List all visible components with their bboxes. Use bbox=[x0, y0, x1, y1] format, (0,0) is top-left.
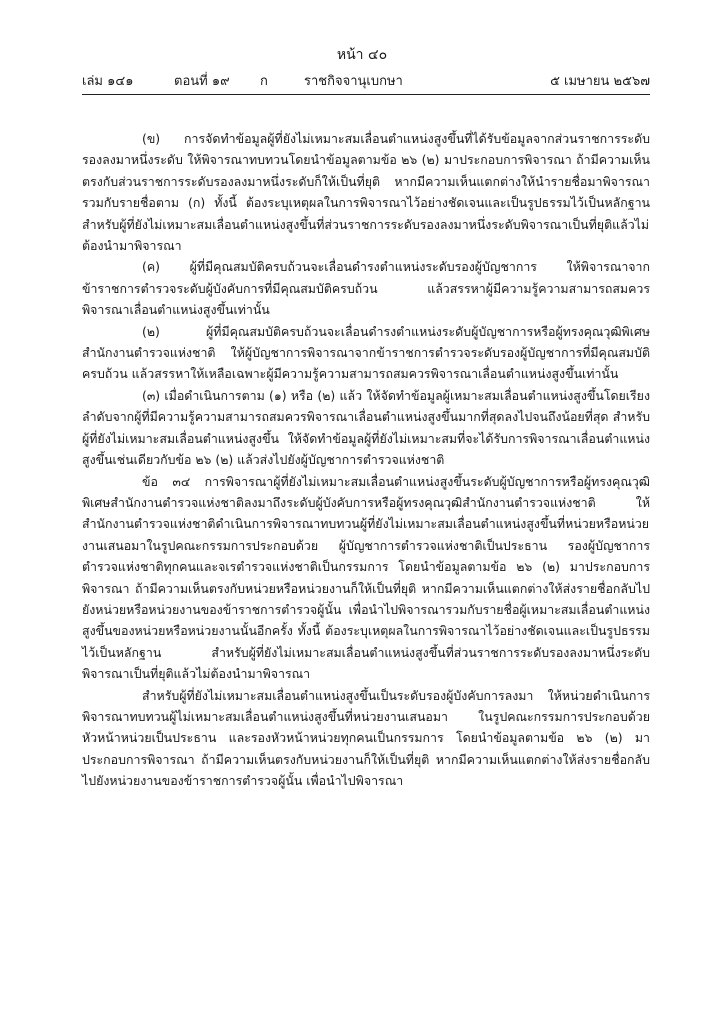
gazette-header bbox=[82, 70, 650, 90]
paragraph-deputy-level: สำหรับผู้ที่ยังไม่เหมาะสมเลื่อนตำแหน่งสูงขึ้นเป็นระดับรองผู้บังคับการลงมา ให้หน่วยดำเนินการพิจารณาทบทวนผู้ไม่เหมาะสมเลื่อนตำแหน่งสูงขึ้นที่หน่วยงานเสนอมา ในรูปคณะกรรมการประกอบด้วย หัวหน้าหน่วยเป็นประธาน และรองหัวหน้าหน่วยทุกคนเป็นกรรมการ โดยนำข้อมูลตามข้อ ๒๖ (๒) มาประกอบการพิจารณา ถ้ามีความเห็นตรงกับหน่วยงานก็ให้เป็นที่ยุติ หากมีความเห็นแตกต่างให้ส่งรายชื่อกลับไปยังหน่วยงานของข้าราชการตำรวจผู้นั้น เพื่อนำไปพิจารณา bbox=[82, 687, 650, 789]
volume-label: เล่ม ๑๔๑ bbox=[82, 74, 134, 89]
issue-label: ตอนที่ ๑๙ bbox=[174, 74, 230, 89]
page-number: หน้า ๔๐ bbox=[336, 47, 388, 63]
publication-date: ๕ เมษายน ๒๕๖๗ bbox=[550, 74, 650, 89]
paragraph-article-34: ข้อ ๓๔ การพิจารณาผู้ที่ยังไม่เหมาะสมเลื่อนตำแหน่งสูงขึ้นระดับผู้บัญชาการหรือผู้ทรงคุณวุฒิพิเศษสำนักงานตำรวจแห่งชาติลงมาถึงระดับผู้บังคับการหรือผู้ทรงคุณวุฒิสำนักงานตำรวจแห่งชาติ ให้สำนักงานตำรวจแห่งชาติดำเนินการพิจารณาทบทวนผู้ที่ยังไม่เหมาะสมเลื่อนตำแหน่งสูงขึ้นที่หน่วยหรือหน่วยงานเสนอมาในรูปคณะกรรมการประกอบด้วย ผู้บัญชาการตำรวจแห่งชาติเป็นประธาน รองผู้บัญชาการตำรวจแห่งชาติทุกคนและจเรตำรวจแห่งชาติเป็นกรรมการ โดยนำข้อมูลตามข้อ ๒๖ (๒) มาประกอบการพิจารณา ถ้ามีความเห็นตรงกับหน่วยหรือหน่วยงานก็ให้เป็นที่ยุติ หากมีความเห็นแตกต่างให้ส่งรายชื่อกลับไปยังหน่วยหรือหน่วยงานของข้าราชการตำรวจผู้นั้น เพื่อนำไปพิจารณารวมกับรายชื่อผู้เหมาะสมเลื่อนตำแหน่งสูงขึ้นของหน่วยหรือหน่วยงานนั้นอีกครั้ง ทั้งนี้ ต้องระบุเหตุผลในการพิจารณาไว้อย่างชัดเจนและเป็นรูปธรรมไว้เป็นหลักฐาน สำหรับผู้ที่ยังไม่เหมาะสมเลื่อนตำแหน่งสูงขึ้นที่ส่วนราชการระดับรองลงมาหนึ่งระดับพิจารณาเป็นที่ยุติแล้วไม่ต้องนำมาพิจารณา bbox=[82, 473, 650, 682]
paragraph-kha: (ค) ผู้ที่มีคุณสมบัติครบถ้วนจะเลื่อนดำรงตำแหน่งระดับรองผู้บัญชาการ ให้พิจารณาจากข้าราชการตำรวจระดับผู้บังคับการที่มีคุณสมบัติครบถ้วน แล้วสรรหาผู้มีความรู้ความสามารถสมควรพิจารณาเลื่อนตำแหน่งสูงขึ้นเท่านั้น bbox=[82, 259, 650, 318]
document-body bbox=[82, 128, 650, 792]
header-divider bbox=[82, 94, 650, 95]
paragraph-kho: (ข) การจัดทำข้อมูลผู้ที่ยังไม่เหมาะสมเลื่อนตำแหน่งสูงขึ้นที่ได้รับข้อมูลจากส่วนราชการระดับรองลงมาหนึ่งระดับ ให้พิจารณาทบทวนโดยนำข้อมูลตามข้อ ๒๖ (๒) มาประกอบการพิจารณา ถ้ามีความเห็นตรงกับส่วนราชการระดับรองลงมาหนึ่งระดับก็ให้เป็นที่ยุติ หากมีความเห็นแตกต่างให้นำรายชื่อมาพิจารณารวมกับรายชื่อตาม (ก) ทั้งนี้ ต้องระบุเหตุผลในการพิจารณาไว้อย่างชัดเจนและเป็นรูปธรรมไว้เป็นหลักฐาน สำหรับผู้ที่ยังไม่เหมาะสมเลื่อนตำแหน่งสูงขึ้นที่ส่วนราชการระดับรองลงมาหนึ่งระดับพิจารณาเป็นที่ยุติแล้วไม่ต้องนำมาพิจารณา bbox=[82, 131, 650, 254]
section-label: ก bbox=[260, 74, 268, 89]
paragraph-2: (๒) ผู้ที่มีคุณสมบัติครบถ้วนจะเลื่อนดำรงตำแหน่งระดับผู้บัญชาการหรือผู้ทรงคุณวุฒิพิเศษสำนักงานตำรวจแห่งชาติ ให้ผู้บัญชาการพิจารณาจากข้าราชการตำรวจระดับรองผู้บัญชาการที่มีคุณสมบัติครบถ้วน แล้วสรรหาให้เหลือเฉพาะผู้มีความรู้ความสามารถสมควรพิจารณาเลื่อนตำแหน่งสูงขึ้นเท่านั้น bbox=[82, 323, 650, 382]
gazette-name: ราชกิจจานุเบกษา bbox=[304, 74, 403, 89]
paragraph-3: (๓) เมื่อดำเนินการตาม (๑) หรือ (๒) แล้ว ให้จัดทำข้อมูลผู้เหมาะสมเลื่อนตำแหน่งสูงขึ้นโดยเรียงลำดับจากผู้ที่มีความรู้ความสามารถสมควรพิจารณาเลื่อนตำแหน่งสูงขึ้นมากที่สุดลงไปจนถึงน้อยที่สุด สำหรับผู้ที่ยังไม่เหมาะสมเลื่อนตำแหน่งสูงขึ้น ให้จัดทำข้อมูลผู้ที่ยังไม่เหมาะสมที่จะได้รับการพิจารณาเลื่อนตำแหน่งสูงขึ้นเช่นเดียวกับข้อ ๒๖ (๒) แล้วส่งไปยังผู้บัญชาการตำรวจแห่งชาติ bbox=[82, 387, 650, 468]
